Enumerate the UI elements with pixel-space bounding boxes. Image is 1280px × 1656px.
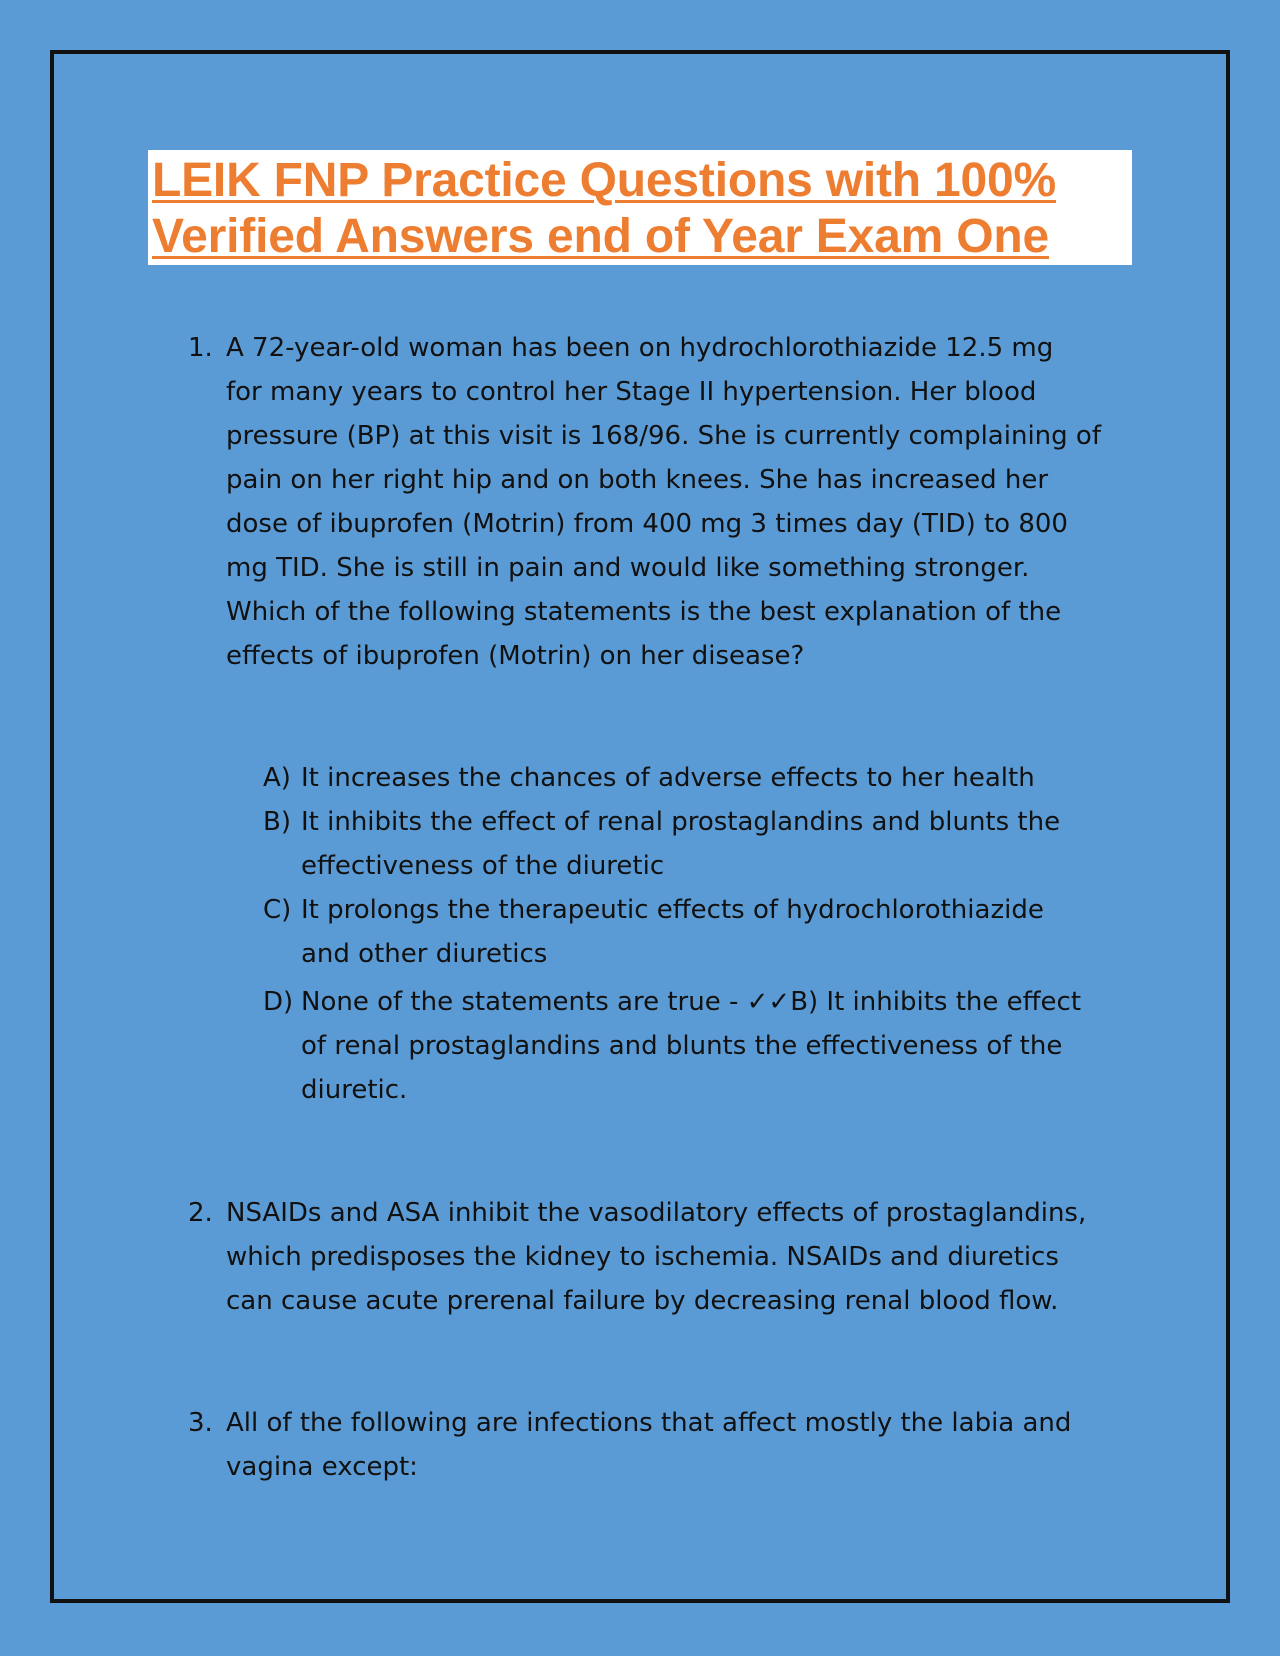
question-text-line: A 72-year-old woman has been on hydrochlorothiazide 12.5 mg — [226, 333, 1054, 363]
question-text-line: can cause acute prerenal failure by decreasing renal blood flow. — [226, 1286, 1059, 1316]
option-text — [301, 888, 1044, 976]
question-text — [226, 326, 1101, 678]
option-text-line: and other diuretics — [301, 939, 548, 969]
question-text-line: mg TID. She is still in pain and would like something stronger. — [226, 553, 1030, 583]
correct-answer-text: B) It inhibits the effect — [790, 987, 1082, 1017]
question-text-line: which predisposes the kidney to ischemia. NSAIDs and diuretics — [226, 1242, 1059, 1272]
question-text-line: NSAIDs and ASA inhibit the vasodilatory effects of prostaglandins, — [226, 1198, 1087, 1228]
option-text-line: It inhibits the effect of renal prostaglandins and blunts the — [301, 807, 1061, 837]
question-text-line: effects of ibuprofen (Motrin) on her disease? — [226, 641, 805, 671]
option-text-line: It prolongs the therapeutic effects of hydrochlorothiazide — [301, 895, 1044, 925]
question-text — [226, 1191, 1086, 1323]
question-text-line: Which of the following statements is the best explanation of the — [226, 597, 1062, 627]
option-text-line: of renal prostaglandins and blunts the effectiveness of the — [301, 1031, 1063, 1061]
question-number: 3. — [188, 1408, 213, 1438]
question-text-line: vagina except: — [226, 1452, 418, 1482]
option-text — [301, 980, 1081, 1112]
option-text — [301, 756, 1035, 800]
question-text-line: pressure (BP) at this visit is 168/96. She is currently complaining of — [226, 421, 1101, 451]
option-text-line: It increases the chances of adverse effects to her health — [301, 763, 1035, 793]
title-line-2: Verified Answers end of Year Exam One — [152, 210, 1049, 263]
question-text-line: for many years to control her Stage II hypertension. Her blood — [226, 377, 1037, 407]
option-text-line: diuretic. — [301, 1075, 408, 1105]
question-text-line: pain on her right hip and on both knees. She has increased her — [226, 465, 1049, 495]
question-number: 1. — [188, 333, 213, 363]
option-letter: C) — [263, 895, 292, 925]
option-letter: D) — [263, 987, 294, 1017]
question-number: 2. — [188, 1198, 213, 1228]
question-text-line: All of the following are infections that affect mostly the labia and — [226, 1408, 1072, 1438]
title-line-1: LEIK FNP Practice Questions with 100% — [152, 154, 1056, 207]
option-d-statement: None of the statements are true - — [301, 987, 747, 1017]
document-title — [148, 150, 1132, 265]
checkmark-icon: ✓✓ — [746, 987, 791, 1017]
option-letter: B) — [263, 807, 291, 837]
option-text-line — [301, 980, 1081, 1024]
option-text — [301, 800, 1060, 888]
option-letter: A) — [263, 763, 291, 793]
question-text-line: dose of ibuprofen (Motrin) from 400 mg 3 times day (TID) to 800 — [226, 509, 1068, 539]
option-text-line: effectiveness of the diuretic — [301, 851, 665, 881]
question-text — [226, 1401, 1071, 1489]
